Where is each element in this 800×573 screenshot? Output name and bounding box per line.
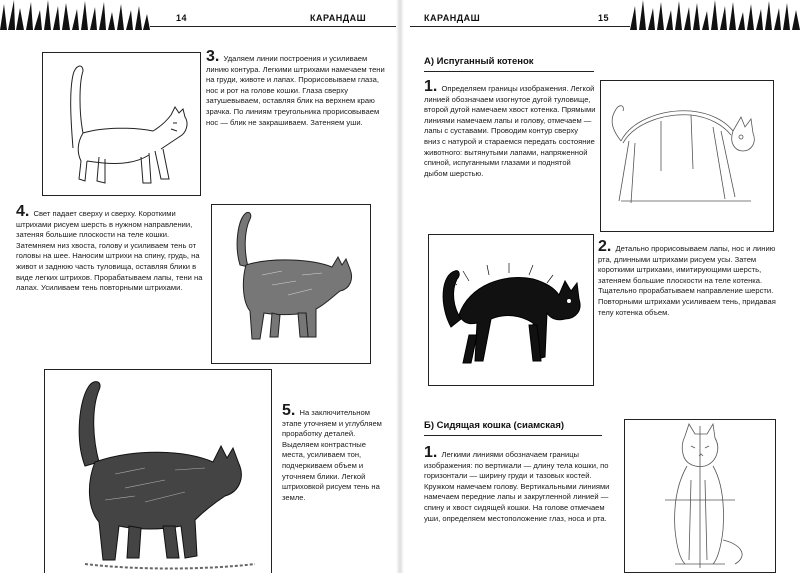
section-b-heading: Б) Сидящая кошка (сиамская) xyxy=(424,420,565,431)
step-number: 2. xyxy=(598,238,612,255)
section-a-heading: А) Испуганный котенок xyxy=(424,56,534,67)
step-text: Легкими линиями обозначаем границы изображения: по вертикали — длину тела кошки, по горизонтали — ширину груди и тазовых костей. Кружком намечаем голову. Вертикальными линиями намечаем передние лапы и закругленной линией — спину и хвост сидящей кошки. На голове отмечаем уши, определяем местоположение глаз, носа и рта. xyxy=(424,450,610,523)
step-text: Удаляем линии построения и усиливаем линию контура. Легкими штрихами намечаем тени на груди, животе и лапах. Прорисовываем глаза, нос и рот на голове кошки. Глаза сверху затушевываем, оставляя блик на верхнем краю зрачка. По линиям треугольника прорисовываем нос — блик не закрашиваем. Затеняем уши. xyxy=(206,54,385,127)
step-number: 1. xyxy=(424,444,438,461)
step-text: На заключительном этапе уточняем и углубляем проработку деталей. Выделяем контрастные места, усиливаем тон, подчеркиваем объем и уточняем блики. Легкой штриховкой рисуем тень на земле. xyxy=(282,408,382,502)
running-head-right: КАРАНДАШ xyxy=(424,13,481,23)
step-number: 4. xyxy=(16,203,30,220)
kitten-sketch-drawing xyxy=(601,81,773,231)
siamese-sketch-drawing xyxy=(625,420,775,572)
step-text: Определяем границы изображения. Легкой линией обозначаем изогнутое дугой туловище, второй дугой намечаем хвост котенка. Прямыми линиями намечаем лапы и голову, отмечаем — лапы с суставами. Проводим контур сверху вниз с натурой и стараемся передать состояние животного: вытянутыми лапами, напряженной спиной, испуганными глазами и поднятой дыбом шерстью. xyxy=(424,84,596,178)
section-a-rule xyxy=(424,71,594,72)
step-text: Свет падает сверху и сверху. Короткими штрихами рисуем шерсть в нужном направлении, затеняя большие плоскости на теле кошки. Затемняем низ хвоста, голову и усиливаем тень от головы на шее. Наносим штрихи на спину, грудь, на живот и заднюю часть туловища, оставляя блики в виде легких штрихов. Прорабатываем лапы, тени на лапах. Усиливаем тень повторными штрихами. xyxy=(16,209,203,293)
cat-shaded-drawing xyxy=(212,205,370,363)
step-text: Детально прорисовываем лапы, нос и линию рта, длинными штрихами рисуем усы. Затем короткими штрихами, имитирующими шерсть, затеняем большие плоскости на теле котенка. Тщательно прорабатываем направление шерсти. Повторными штрихами усиливаем тень, придавая телу котенка объем. xyxy=(598,244,776,317)
section-b-step-1-text-block xyxy=(424,446,610,524)
illustration-cat-contour xyxy=(42,52,201,196)
step-number: 3. xyxy=(206,48,220,65)
running-head-left: КАРАНДАШ xyxy=(310,13,367,23)
kitten-shaded-drawing xyxy=(429,235,593,385)
header-rule-left xyxy=(150,26,398,27)
grass-ornament-left xyxy=(0,0,150,30)
page-number-right: 15 xyxy=(598,13,610,23)
page-number-left: 14 xyxy=(176,13,188,23)
section-a-step-2-text-block xyxy=(598,240,776,318)
step-5-text-block xyxy=(282,404,384,503)
cat-final-drawing xyxy=(45,370,271,573)
step-3-text-block xyxy=(206,50,386,128)
illustration-cat-shaded xyxy=(211,204,371,364)
step-4-text-block xyxy=(16,205,208,294)
grass-ornament-right xyxy=(630,0,800,30)
illustration-kitten-sketch xyxy=(600,80,774,232)
illustration-siamese-sketch xyxy=(624,419,776,573)
section-b-rule xyxy=(424,435,602,436)
step-number: 1. xyxy=(424,78,438,95)
left-page xyxy=(0,0,398,573)
section-a-step-1-text-block xyxy=(424,80,596,179)
right-page xyxy=(402,0,800,573)
step-number: 5. xyxy=(282,402,296,419)
cat-contour-drawing xyxy=(43,53,200,195)
illustration-kitten-shaded xyxy=(428,234,594,386)
header-rule-right xyxy=(410,26,630,27)
illustration-cat-final xyxy=(44,369,272,573)
